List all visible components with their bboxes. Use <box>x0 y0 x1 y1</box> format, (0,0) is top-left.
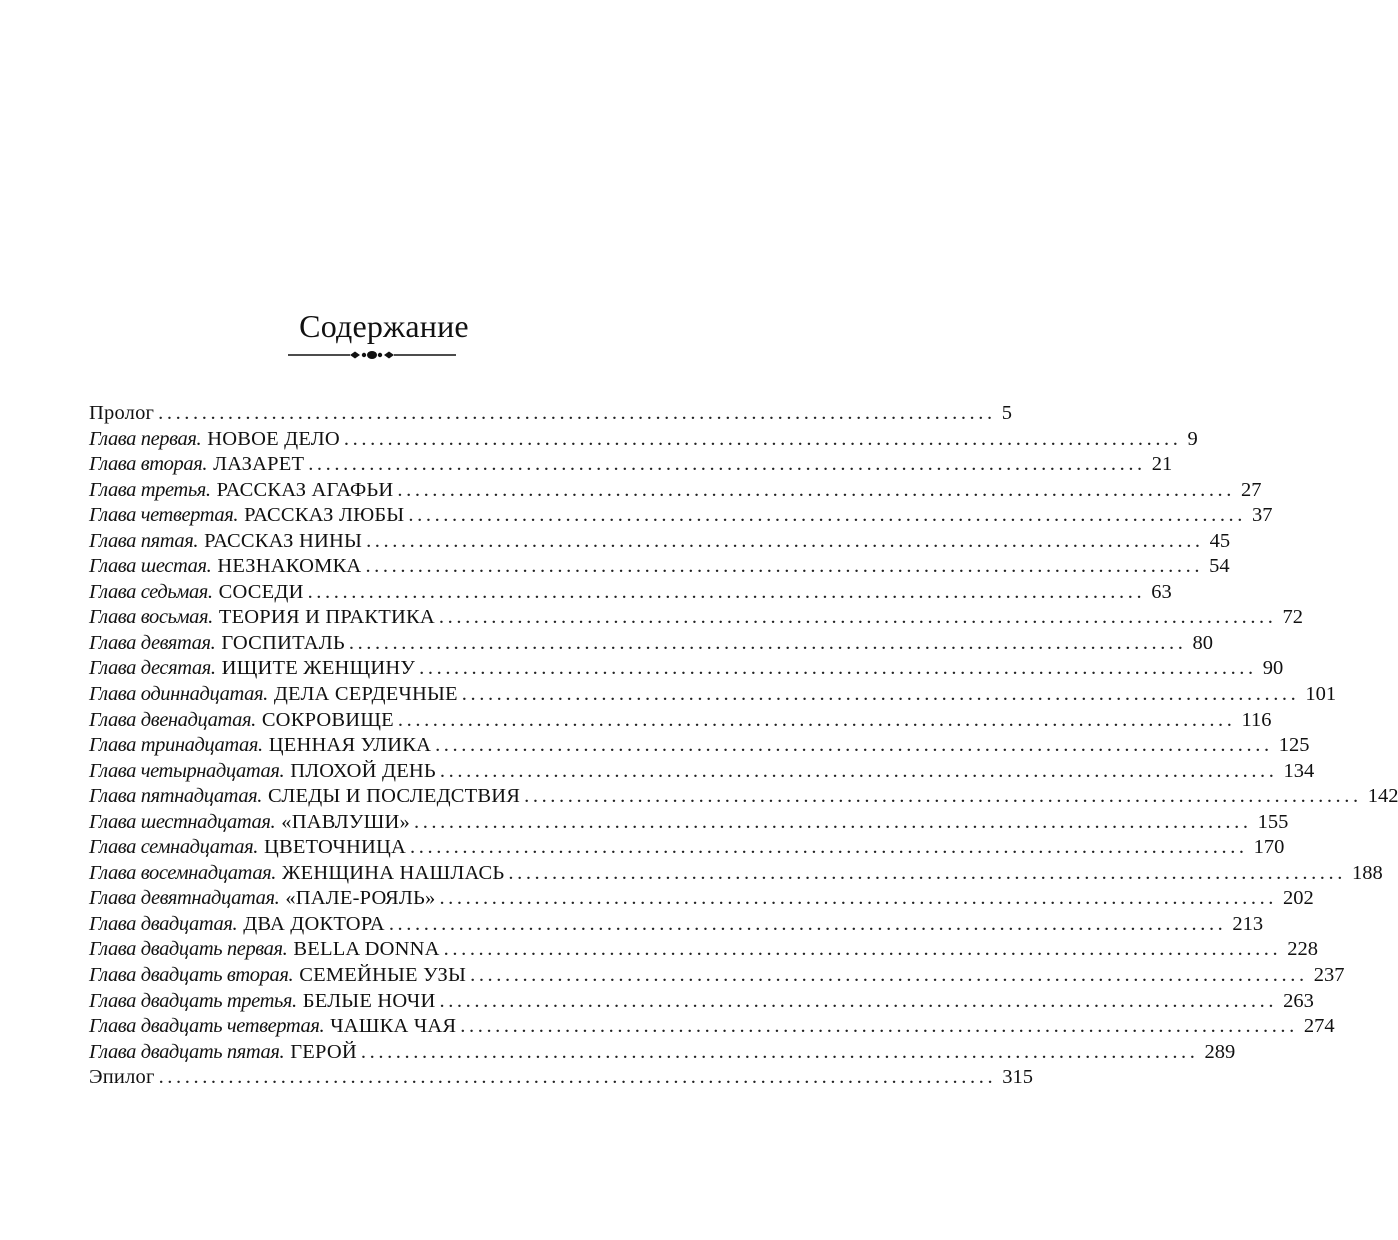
toc-entry[interactable] <box>89 937 1318 963</box>
page-number: 125 <box>1278 734 1310 757</box>
page-number: 315 <box>1002 1066 1033 1089</box>
chapter-title: СОКРОВИЩЕ <box>261 708 394 731</box>
chapter-label: Глава двадцать третья. <box>89 989 297 1012</box>
page-number: 228 <box>1287 938 1318 961</box>
dot-leader: ................................................................................................ <box>158 1066 997 1089</box>
toc-entry[interactable] <box>89 810 1289 836</box>
page-number: 80 <box>1192 631 1213 654</box>
chapter-label: Глава девятнадцатая. <box>89 887 280 910</box>
dot-leader: ................................................................................................ <box>365 555 1204 578</box>
chapter-title: ЖЕНЩИНА НАШЛАСЬ <box>282 861 505 884</box>
dot-leader: ................................................................................................ <box>413 810 1252 833</box>
chapter-title: ЛАЗАРЕТ <box>213 453 305 476</box>
toc-entry[interactable] <box>89 861 1383 887</box>
dot-leader: ................................................................................................ <box>410 836 1248 859</box>
dot-leader: ................................................................................................ <box>461 683 1300 706</box>
toc-entry[interactable] <box>89 529 1231 555</box>
chapter-title: ДЕЛА СЕРДЕЧНЫЕ <box>273 683 458 706</box>
dot-leader: ................................................................................................ <box>366 529 1204 552</box>
chapter-label: Глава двадцать вторая. <box>89 964 294 987</box>
chapter-label: Глава восьмая. <box>89 606 213 629</box>
page-number: 37 <box>1252 504 1273 527</box>
page-number: 27 <box>1241 478 1262 501</box>
chapter-label: Глава шестнадцатая. <box>89 810 276 833</box>
chapter-label: Глава двадцать первая. <box>89 938 288 961</box>
dot-leader: ................................................................................................ <box>388 912 1227 935</box>
toc-entry[interactable] <box>89 912 1264 938</box>
page-title: Содержание <box>299 308 469 344</box>
chapter-label: Глава девятая. <box>89 631 216 654</box>
toc-entry[interactable] <box>89 503 1273 529</box>
toc-entry[interactable] <box>89 1040 1236 1066</box>
toc-entry[interactable] <box>89 580 1172 606</box>
chapter-title: ИЩИТЕ ЖЕНЩИНУ <box>221 657 416 680</box>
chapter-label: Глава семнадцатая. <box>89 836 258 859</box>
page-number: 72 <box>1282 606 1304 629</box>
dot-leader: ................................................................................................ <box>308 453 1146 476</box>
page-number: 54 <box>1209 555 1230 578</box>
page-number: 263 <box>1283 989 1314 1012</box>
toc-entry[interactable] <box>89 784 1398 810</box>
page-number: 5 <box>1001 402 1012 424</box>
chapter-label: Глава тринадцатая. <box>89 734 263 757</box>
chapter-title: ЧАШКА ЧАЯ <box>330 1015 457 1038</box>
page-number: 155 <box>1257 810 1289 833</box>
chapter-title: ЦЕННАЯ УЛИКА <box>268 734 432 757</box>
chapter-label: Глава двадцать четвертая. <box>89 1015 325 1038</box>
dot-leader: ................................................................................................ <box>470 964 1308 987</box>
dot-leader: ................................................................................................ <box>348 631 1187 654</box>
page-number: 274 <box>1303 1015 1335 1038</box>
dot-leader: ................................................................................................ <box>397 708 1236 731</box>
chapter-label: Глава седьмая. <box>89 580 213 603</box>
toc-entry[interactable] <box>89 478 1262 504</box>
page-number: 170 <box>1253 836 1285 859</box>
chapter-label: Глава двадцать пятая. <box>89 1040 285 1063</box>
chapter-label: Глава пятнадцатая. <box>89 785 263 808</box>
toc-entry[interactable] <box>89 427 1198 453</box>
page-number: 116 <box>1241 708 1272 731</box>
toc-entry[interactable] <box>89 733 1310 759</box>
toc-entry[interactable] <box>89 401 1012 427</box>
page-number: 21 <box>1151 453 1173 476</box>
dot-leader: ................................................................................................ <box>443 938 1282 961</box>
toc-entry[interactable] <box>89 1014 1335 1040</box>
dot-leader: ................................................................................................ <box>408 504 1246 527</box>
toc-entry[interactable] <box>89 1065 1033 1091</box>
toc-entry[interactable] <box>89 963 1345 989</box>
chapter-title: «ПАВЛУШИ» <box>281 810 410 833</box>
dot-leader: ................................................................................................ <box>508 861 1346 884</box>
chapter-label: Глава одиннадцатая. <box>89 683 268 706</box>
chapter-label: Глава третья. <box>89 478 211 501</box>
chapter-title: НОВОЕ ДЕЛО <box>207 427 340 450</box>
chapter-title: «ПАЛЕ-РОЯЛЬ» <box>285 887 436 910</box>
page-number: 63 <box>1151 580 1172 603</box>
page-number: 237 <box>1313 964 1345 987</box>
toc-entry[interactable] <box>89 605 1304 631</box>
chapter-title: ЦВЕТОЧНИЦА <box>263 836 407 859</box>
page-number: 188 <box>1351 861 1383 884</box>
toc-entry[interactable] <box>89 759 1315 785</box>
toc-entry[interactable] <box>89 554 1230 580</box>
page-number: 101 <box>1305 683 1337 706</box>
dot-leader: ................................................................................................ <box>307 580 1146 603</box>
toc-entry[interactable] <box>89 835 1285 861</box>
dot-leader: ................................................................................................ <box>439 759 1278 782</box>
chapter-title: ГОСПИТАЛЬ <box>221 631 345 654</box>
chapter-title: РАССКАЗ АГАФЬИ <box>216 478 394 501</box>
chapter-title: ТЕОРИЯ И ПРАКТИКА <box>218 606 435 629</box>
page-number: 213 <box>1232 912 1264 935</box>
chapter-title: БЕЛЫЕ НОЧИ <box>302 989 436 1012</box>
chapter-title: СОСЕДИ <box>218 580 304 603</box>
chapter-title: BELLA DONNA <box>293 938 440 961</box>
page-number: 289 <box>1204 1040 1236 1063</box>
dot-leader: ................................................................................................ <box>435 734 1273 757</box>
page-number: 45 <box>1209 529 1231 552</box>
chapter-title: ПЛОХОЙ ДЕНЬ <box>290 759 436 782</box>
toc-entry[interactable] <box>89 989 1314 1015</box>
toc-entry[interactable] <box>89 682 1337 708</box>
chapter-label: Глава десятая. <box>89 657 216 680</box>
toc-entry[interactable] <box>89 452 1173 478</box>
chapter-label: Глава восемнадцатая. <box>89 861 277 884</box>
chapter-label: Глава четвертая. <box>89 504 239 527</box>
dot-leader: ................................................................................................ <box>439 989 1278 1012</box>
chapter-label: Глава пятая. <box>89 529 199 552</box>
dot-leader: ................................................................................................ <box>343 427 1182 450</box>
chapter-label: Глава четырнадцатая. <box>89 759 285 782</box>
page-number: 142 <box>1367 785 1398 808</box>
dot-leader: ................................................................................................ <box>439 887 1278 910</box>
toc-entry[interactable] <box>89 656 1284 682</box>
chapter-title: СЕМЕЙНЫЕ УЗЫ <box>299 964 467 987</box>
dot-leader: ................................................................................................ <box>524 785 1362 808</box>
dot-leader: ................................................................................................ <box>158 402 996 424</box>
toc-entry[interactable] <box>89 631 1213 657</box>
chapter-label: Глава вторая. <box>89 453 208 476</box>
toc-entry[interactable] <box>89 708 1272 734</box>
chapter-title: НЕЗНАКОМКА <box>217 555 362 578</box>
page-number: 90 <box>1262 657 1284 680</box>
chapter-title: РАССКАЗ НИНЫ <box>204 529 363 552</box>
dot-leader: ................................................................................................ <box>419 657 1257 680</box>
toc-entry[interactable] <box>89 886 1314 912</box>
chapter-title: Эпилог <box>89 1066 155 1089</box>
chapter-title: ДВА ДОКТОРА <box>243 912 385 935</box>
chapter-label: Глава двадцатая. <box>89 912 238 935</box>
table-of-contents <box>89 401 1398 1091</box>
page-number: 9 <box>1187 427 1198 450</box>
chapter-title: РАССКАЗ ЛЮБЫ <box>244 504 405 527</box>
flourish-divider-icon <box>288 348 456 362</box>
chapter-label: Глава двенадцатая. <box>89 708 256 731</box>
chapter-title: СЛЕДЫ И ПОСЛЕДСТВИЯ <box>268 785 521 808</box>
dot-leader: ................................................................................................ <box>360 1040 1199 1063</box>
chapter-title: ГЕРОЙ <box>290 1040 357 1063</box>
chapter-title: Пролог <box>89 402 155 424</box>
dot-leader: ................................................................................................ <box>438 606 1277 629</box>
page-number: 202 <box>1283 887 1314 910</box>
chapter-label: Глава первая. <box>89 427 202 450</box>
page-number: 134 <box>1283 759 1315 782</box>
dot-leader: ................................................................................................ <box>397 478 1236 501</box>
dot-leader: ................................................................................................ <box>460 1015 1298 1038</box>
chapter-label: Глава шестая. <box>89 555 212 578</box>
